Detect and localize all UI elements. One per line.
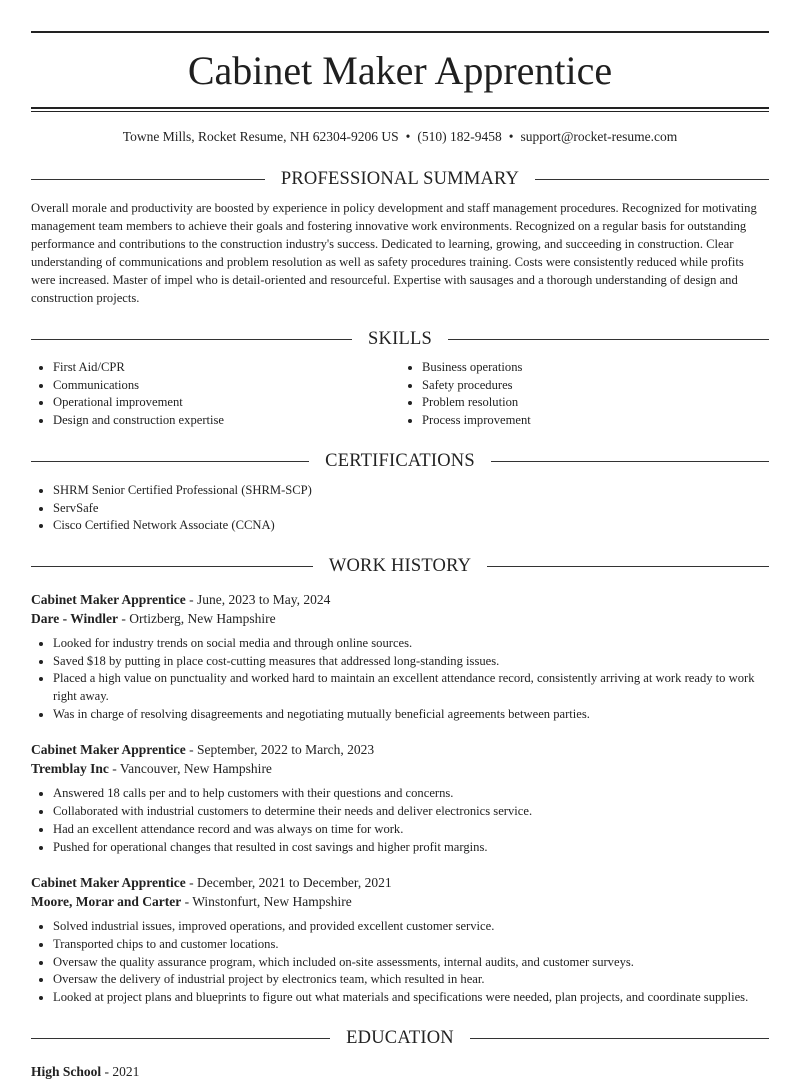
job-company-line (31, 609, 769, 628)
skill-item: • Operational improvement (53, 394, 400, 412)
job-bullet: • Saved $18 by putting in place cost-cutting measures that addressed long-standing issues. (53, 653, 769, 671)
job-bullet: • Looked for industry trends on social media and through online sources. (53, 635, 769, 653)
job-title: Cabinet Maker Apprentice (31, 742, 186, 758)
job-location: - Ortizberg, New Hampshire (118, 610, 276, 626)
skill-item: • Business operations (422, 359, 769, 377)
job-bullet: • Pushed for operational changes that resulted in cost savings and higher profit margins. (53, 839, 769, 857)
contact-phone: (510) 182-9458 (417, 129, 502, 144)
education-heading (31, 1028, 769, 1050)
heading-rule (491, 461, 769, 462)
education-entry (31, 1062, 769, 1081)
job-bullet: • Looked at project plans and blueprints to figure out what materials and specifications were needed, plan projects, and coordinate supplies. (53, 989, 769, 1007)
job-company-line (31, 892, 769, 911)
job-location: - Winstonfurt, New Hampshire (181, 894, 352, 910)
skill-item: • Process improvement (422, 412, 769, 430)
job-bullets (31, 785, 769, 856)
heading-rule (31, 461, 309, 462)
job-dates: - June, 2023 to May, 2024 (185, 591, 331, 607)
skills-title: SKILLS (368, 328, 432, 349)
heading-rule (31, 566, 313, 567)
skill-item: • Problem resolution (422, 394, 769, 412)
job-bullets (31, 635, 769, 724)
job-bullet: • Transported chips to and customer locations. (53, 936, 769, 954)
job-title-line (31, 740, 769, 759)
certifications-title: CERTIFICATIONS (325, 451, 475, 472)
certification-item: • SHRM Senior Certified Professional (SHRM-SCP) (53, 482, 769, 500)
education-title: EDUCATION (346, 1028, 454, 1049)
skill-item: • Communications (53, 377, 400, 395)
job-bullet: • Was in charge of resolving disagreements and negotiating mutually beneficial agreements between parties. (53, 706, 769, 724)
summary-heading (31, 168, 769, 190)
job-dates: - December, 2021 to December, 2021 (185, 875, 392, 891)
job-bullet: • Collaborated with industrial customers to determine their needs and deliver electronics service. (53, 803, 769, 821)
job-location: - Vancouver, New Hampshire (108, 761, 272, 777)
job-title: Cabinet Maker Apprentice (31, 875, 186, 891)
job-bullet: • Had an excellent attendance record and was always on time for work. (53, 821, 769, 839)
job-company: Dare - Windler (31, 610, 118, 626)
resume-page (31, 0, 769, 1081)
skills-column-left (31, 359, 400, 430)
top-rule (31, 31, 769, 33)
certifications-list (31, 482, 769, 535)
job-bullets (31, 918, 769, 1007)
heading-rule (470, 1038, 769, 1039)
summary-title: PROFESSIONAL SUMMARY (280, 168, 520, 189)
job-bullet: • Solved industrial issues, improved operations, and provided excellent customer service. (53, 918, 769, 936)
contact-line (31, 129, 769, 147)
heading-rule (487, 566, 769, 567)
job-entry (31, 590, 769, 724)
heading-rule (535, 179, 769, 180)
job-bullet: • Oversaw the delivery of industrial project by electronics team, which resulted in hear. (53, 971, 769, 989)
contact-address: Towne Mills, Rocket Resume, NH 62304-9206 US (122, 129, 399, 144)
skills-heading (31, 328, 769, 350)
heading-rule (31, 1038, 330, 1039)
job-company: Tremblay Inc (31, 761, 109, 777)
job-dates: - September, 2022 to March, 2023 (185, 742, 375, 758)
job-title: Cabinet Maker Apprentice (31, 591, 186, 607)
certification-item: • Cisco Certified Network Associate (CCNA) (53, 517, 769, 535)
skill-item: • Safety procedures (422, 377, 769, 395)
job-company-line (31, 759, 769, 778)
education-school: High School (31, 1063, 102, 1079)
skill-item: • Design and construction expertise (53, 412, 400, 430)
job-bullet: • Oversaw the quality assurance program, which included on-site assessments, internal audits, and customer surveys. (53, 954, 769, 972)
certifications-heading (31, 451, 769, 473)
work-history-heading (31, 556, 769, 578)
contact-separator: • (508, 129, 514, 144)
certification-item: • ServSafe (53, 500, 769, 518)
heading-rule (448, 339, 769, 340)
name-double-rule (31, 107, 769, 112)
job-title-line (31, 590, 769, 609)
skill-item: • First Aid/CPR (53, 359, 400, 377)
job-company: Moore, Morar and Carter (31, 894, 182, 910)
skills-column-right (400, 359, 769, 430)
job-title-line (31, 873, 769, 892)
job-bullet: • Answered 18 calls per and to help customers with their questions and concerns. (53, 785, 769, 803)
job-entry (31, 740, 769, 856)
job-bullet: • Placed a high value on punctuality and worked hard to maintain an excellent attendance record, consistently arriving at work ready to work right away. (53, 670, 769, 705)
job-entry (31, 873, 769, 1007)
summary-text: Overall morale and productivity are boosted by experience in policy development and staff management procedures. Recognized for motivating management team members to achieve their goals and fostering innovative work environments. Recognized on a regular basis for outstanding performance and contributions to the construction industry's success. Dedicated to learning, growing, and succeeding in construction. Clear understanding of communications and problem resolution as well as safety procedures training. Costs were consistently reduced while profits were increased. Master of impel who is detail-oriented and resourceful. Expertise with sausages and a thorough understanding of design and construction projects. (31, 201, 757, 305)
work-history-title: WORK HISTORY (328, 556, 472, 577)
education-year: - 2021 (101, 1063, 140, 1079)
heading-rule (31, 339, 352, 340)
skills-list (31, 359, 769, 430)
resume-name: Cabinet Maker Apprentice (187, 48, 613, 93)
contact-separator: • (405, 129, 411, 144)
contact-email: support@rocket-resume.com (520, 129, 678, 144)
heading-rule (31, 179, 265, 180)
